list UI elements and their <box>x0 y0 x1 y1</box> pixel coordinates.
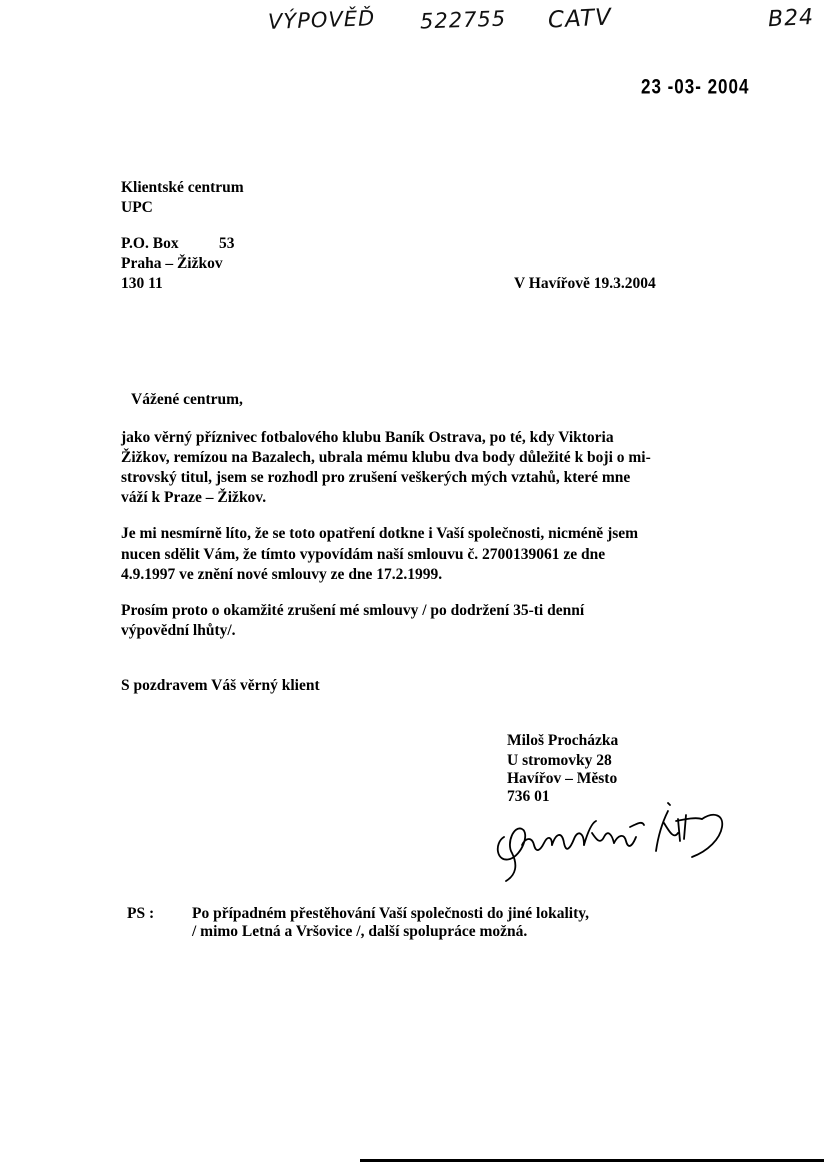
handwritten-signature <box>492 793 732 883</box>
ps-line2: / mimo Letná a Vršovice /, další spolupráce možná. <box>192 923 528 940</box>
handwritten-note-vypoved: VÝPOVĚĎ <box>267 6 376 34</box>
paragraph-1-line: strovský titul, jsem se rozhodl pro zrušení veškerých mých vztahů, které mne <box>121 469 631 486</box>
paragraph-3-line: výpovědní lhůty/. <box>121 622 236 639</box>
sender-city: Havířov – Město <box>507 770 618 787</box>
sender-street: U stromovky 28 <box>507 752 612 769</box>
salutation: Vážené centrum, <box>131 391 243 408</box>
paragraph-2-line: nucen sdělit Vám, že tímto vypovídám naší smlouvu č. 2700139061 ze dne <box>121 546 606 563</box>
ps-line1: Po případném přestěhování Vaší společnosti do jiné lokality, <box>192 905 590 922</box>
handwritten-note-number: 522755 <box>419 6 507 34</box>
handwritten-note-ref: B24 <box>767 4 815 33</box>
recipient-po-box-label: P.O. Box <box>121 235 179 252</box>
handwritten-note-catv: CATV <box>547 4 613 34</box>
recipient-city: Praha – Žižkov <box>121 255 223 272</box>
paragraph-2-line: 4.9.1997 ve znění nové smlouvy ze dne 17.2.1999. <box>121 566 443 583</box>
paragraph-1-line: jako věrný příznivec fotbalového klubu Baník Ostrava, po té, kdy Viktoria <box>121 429 614 446</box>
scan-edge-line <box>360 1159 824 1162</box>
paragraph-2-line: Je mi nesmírně líto, že se toto opatření dotkne i Vaší společnosti, nicméně jsem <box>121 525 639 542</box>
sender-name: Miloš Procházka <box>507 732 619 749</box>
recipient-line2: UPC <box>121 199 153 216</box>
recipient-po-box-number: 53 <box>219 235 235 252</box>
paragraph-1-line: Žižkov, remízou na Bazalech, ubrala mému klubu dva body důležité k boji o mi- <box>121 449 651 466</box>
recipient-postcode: 130 11 <box>121 275 163 292</box>
received-date-stamp: 23 -03- 2004 <box>641 74 750 99</box>
sender-postcode: 736 01 <box>507 788 550 805</box>
recipient-line1: Klientské centrum <box>121 179 244 196</box>
paragraph-3-line: Prosím proto o okamžité zrušení mé smlouvy / po dodržení 35-ti denní <box>121 602 585 619</box>
place-and-date: V Havířově 19.3.2004 <box>514 275 656 292</box>
ps-label: PS : <box>127 905 155 922</box>
signature-scribble-icon <box>492 793 732 883</box>
paragraph-1-line: váží k Praze – Žižkov. <box>121 489 267 506</box>
closing-line: S pozdravem Váš věrný klient <box>121 677 320 694</box>
